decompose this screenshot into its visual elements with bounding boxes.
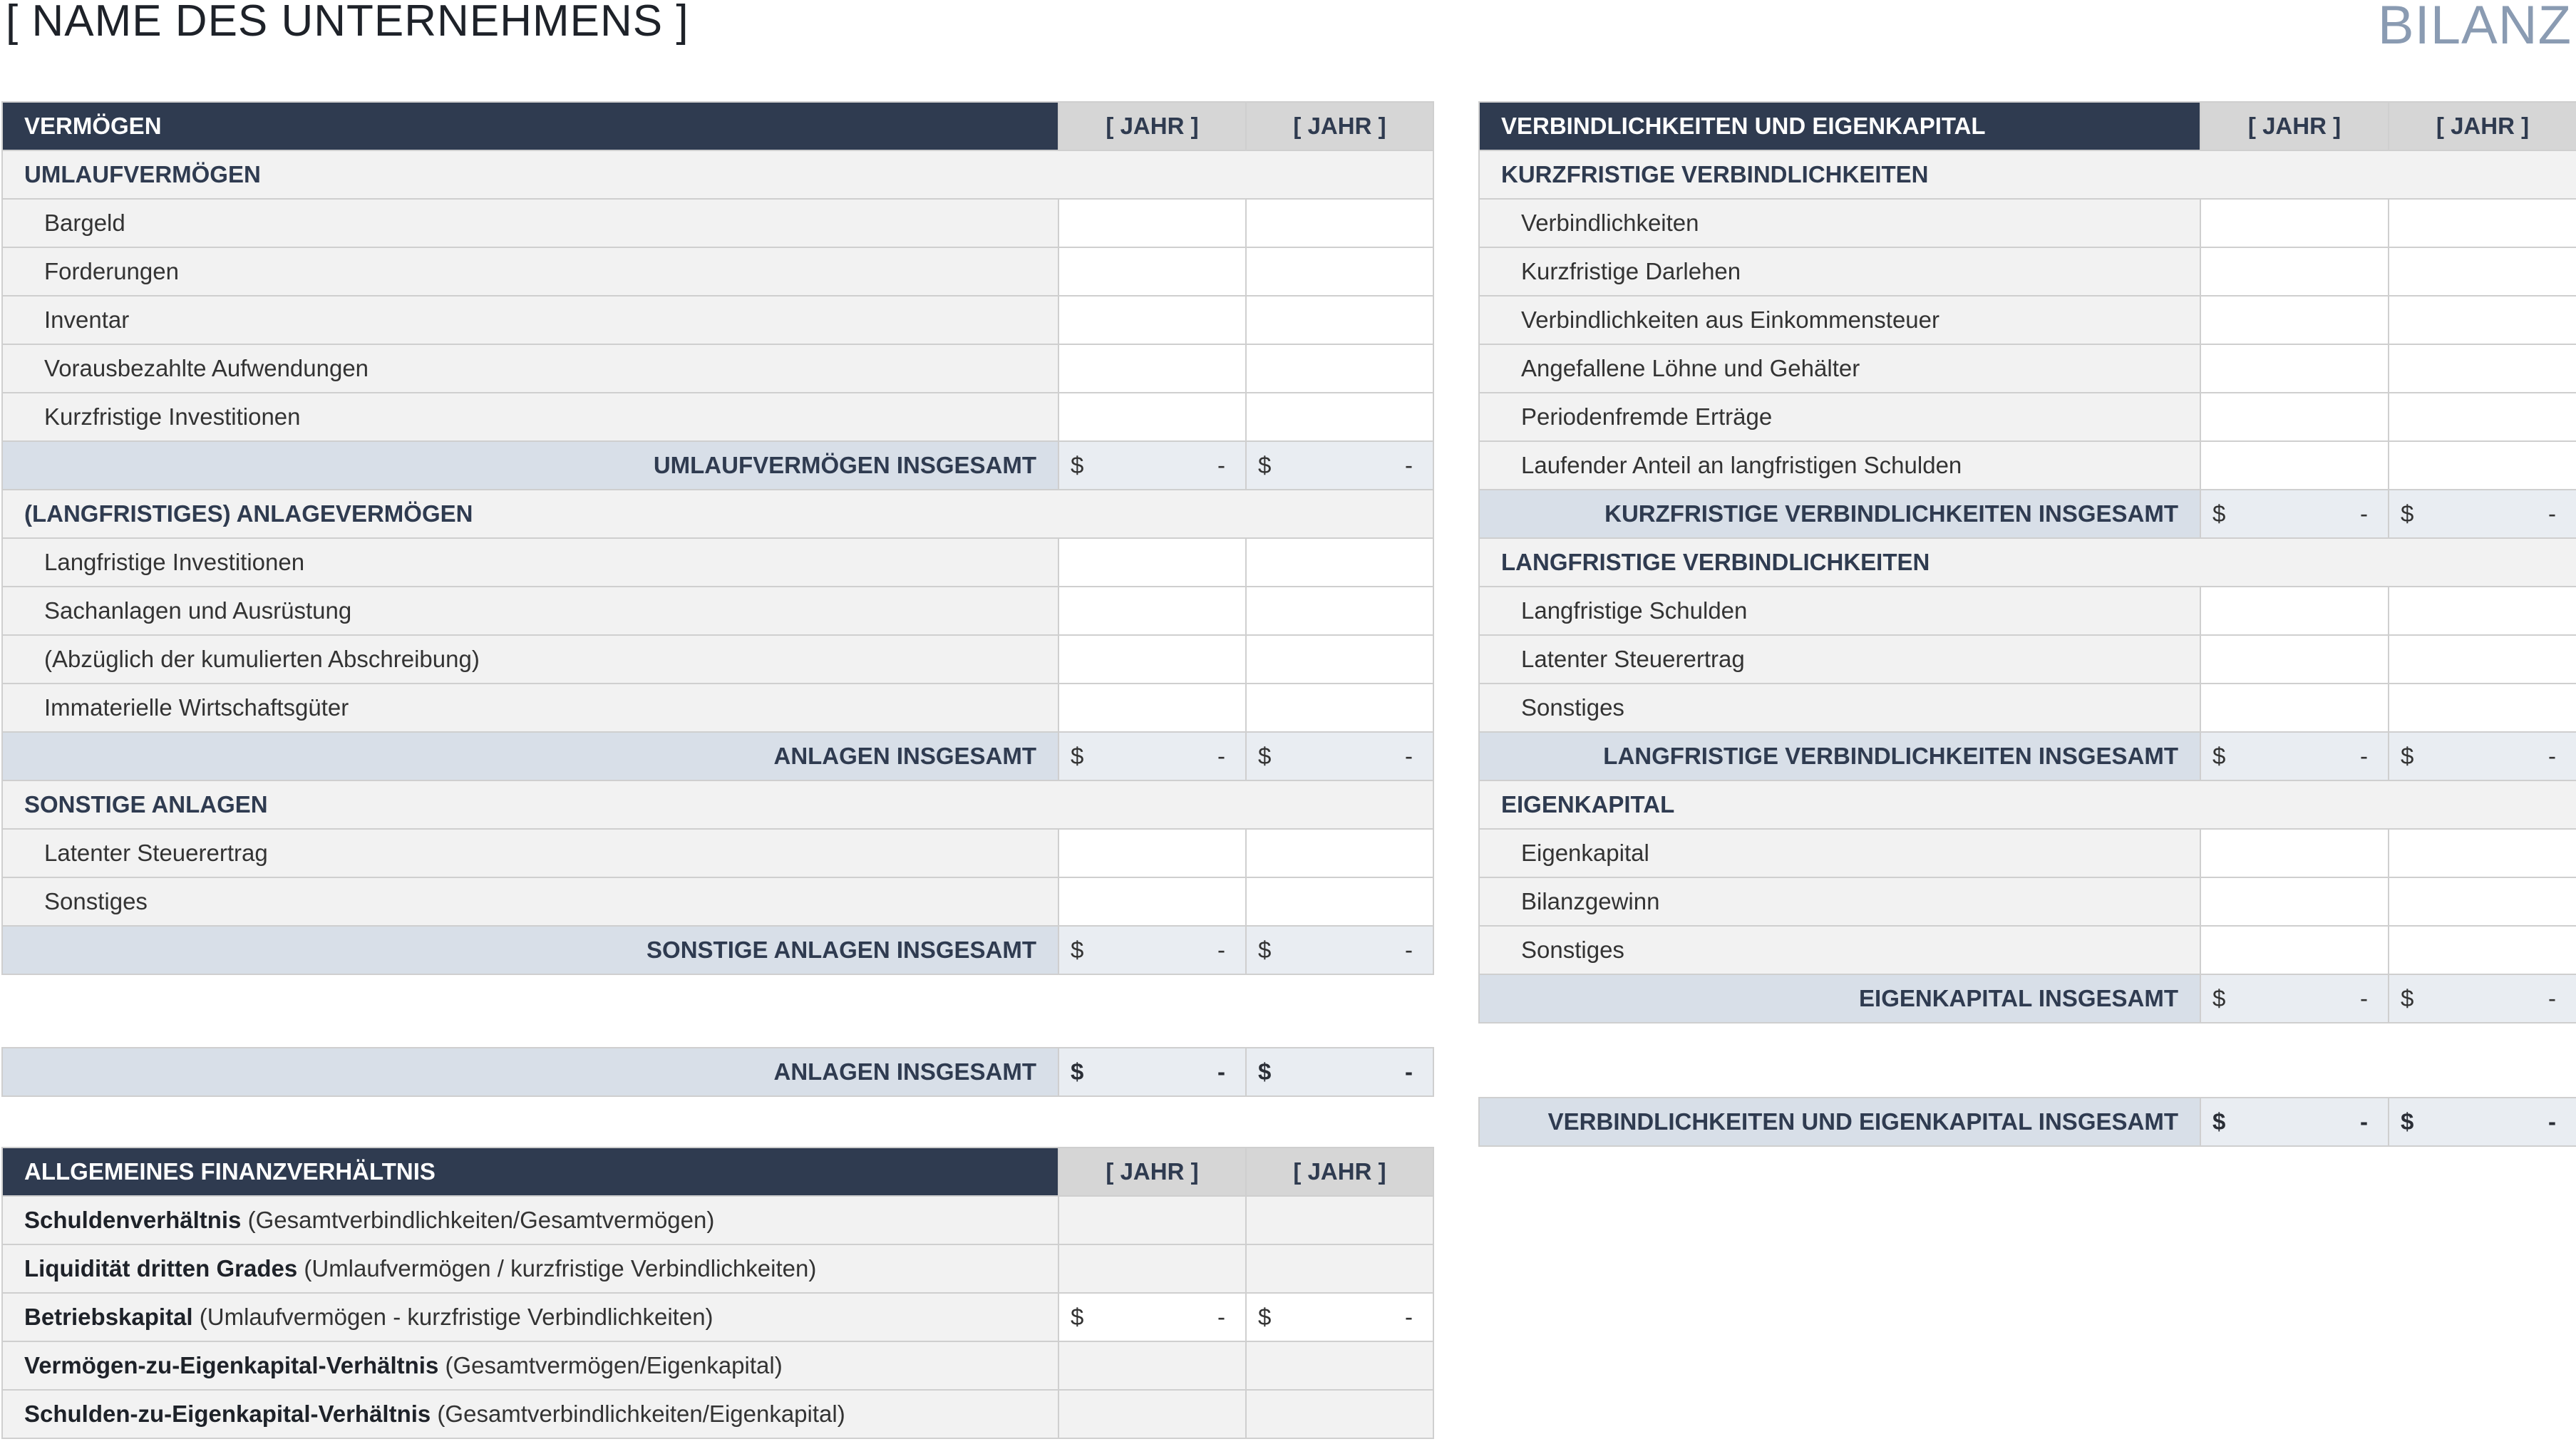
table-row bbox=[2, 829, 1433, 877]
amount-value: - bbox=[1217, 452, 1225, 478]
currency-symbol: $ bbox=[2212, 743, 2226, 769]
subtotal-value-year-1 bbox=[1058, 732, 1246, 780]
current-assets-section bbox=[2, 150, 1433, 199]
ratios-header-row bbox=[2, 1148, 1433, 1196]
liabilities-year-2[interactable]: [ JAHR ] bbox=[2389, 102, 2576, 150]
value-cell-year-2[interactable] bbox=[2389, 587, 2576, 635]
value-cell-year-2[interactable] bbox=[1246, 344, 1433, 393]
ratio-formula: (Gesamtverbindlichkeiten/Eigenkapital) bbox=[431, 1401, 845, 1427]
currency-symbol: $ bbox=[1071, 1058, 1084, 1085]
grand-total-value-year-2 bbox=[1246, 1048, 1433, 1096]
value-cell-year-1[interactable] bbox=[1058, 587, 1246, 635]
subtotal-row bbox=[2, 732, 1433, 780]
row-label: Angefallene Löhne und Gehälter bbox=[1479, 344, 2200, 393]
ratios-year-1[interactable]: [ JAHR ] bbox=[1058, 1148, 1246, 1196]
value-cell-year-2[interactable] bbox=[1246, 296, 1433, 344]
subtotal-row bbox=[1479, 732, 2576, 780]
company-name: [ NAME DES UNTERNEHMENS ] bbox=[6, 0, 689, 46]
liabilities-header-row bbox=[1479, 102, 2576, 150]
table-row bbox=[2, 587, 1433, 635]
value-cell-year-2[interactable] bbox=[1246, 247, 1433, 296]
longterm-liabilities-section bbox=[1479, 538, 2576, 587]
value-cell-year-2[interactable] bbox=[2389, 393, 2576, 441]
amount-value: - bbox=[2548, 1108, 2556, 1135]
subtotal-row bbox=[1479, 974, 2576, 1023]
currency-symbol: $ bbox=[1071, 452, 1084, 478]
value-cell-year-2[interactable] bbox=[1246, 538, 1433, 587]
table-row bbox=[2, 296, 1433, 344]
ratio-row bbox=[2, 1196, 1433, 1244]
currency-symbol: $ bbox=[2401, 500, 2414, 527]
currency-symbol: $ bbox=[2212, 1108, 2226, 1135]
row-label: Verbindlichkeiten aus Einkommensteuer bbox=[1479, 296, 2200, 344]
value-cell-year-2[interactable] bbox=[2389, 926, 2576, 974]
ratio-value-year-2[interactable] bbox=[1246, 1196, 1433, 1244]
liabilities-table bbox=[1478, 101, 2576, 1023]
ratio-row bbox=[2, 1244, 1433, 1293]
currency-symbol: $ bbox=[1071, 743, 1084, 769]
amount-value: - bbox=[2360, 1108, 2368, 1135]
row-label: Sonstiges bbox=[1479, 684, 2200, 732]
value-cell-year-1[interactable] bbox=[1058, 199, 1246, 247]
currency-symbol: $ bbox=[2212, 985, 2226, 1011]
amount-value: - bbox=[2548, 985, 2556, 1011]
section-title: KURZFRISTIGE VERBINDLICHKEITEN bbox=[1479, 150, 2576, 199]
section-title: EIGENKAPITAL bbox=[1479, 780, 2576, 829]
value-cell-year-1[interactable] bbox=[2200, 344, 2389, 393]
subtotal-row bbox=[2, 926, 1433, 974]
ratio-value-year-1[interactable] bbox=[1058, 1293, 1246, 1341]
value-cell-year-1[interactable] bbox=[1058, 344, 1246, 393]
table-row bbox=[1479, 344, 2576, 393]
value-cell-year-2[interactable] bbox=[1246, 587, 1433, 635]
ratio-formula: (Umlaufvermögen / kurzfristige Verbindlichkeiten) bbox=[297, 1255, 817, 1282]
row-label: Immaterielle Wirtschaftsgüter bbox=[2, 684, 1058, 732]
table-row bbox=[1479, 587, 2576, 635]
assets-header-row bbox=[2, 102, 1433, 150]
equity-section bbox=[1479, 780, 2576, 829]
ratio-name: Betriebskapital bbox=[24, 1304, 193, 1330]
row-label: Bargeld bbox=[2, 199, 1058, 247]
value-cell-year-1[interactable] bbox=[2200, 877, 2389, 926]
ratios-table bbox=[1, 1147, 1434, 1439]
row-label: Latenter Steuerertrag bbox=[2, 829, 1058, 877]
table-row bbox=[2, 199, 1433, 247]
amount-value: - bbox=[1217, 1058, 1225, 1085]
table-row bbox=[2, 393, 1433, 441]
assets-total-table bbox=[1, 1047, 1434, 1097]
amount-value: - bbox=[2360, 743, 2368, 769]
currency-symbol: $ bbox=[1071, 937, 1084, 963]
ratio-row bbox=[2, 1390, 1433, 1438]
value-cell-year-1[interactable] bbox=[1058, 877, 1246, 926]
value-cell-year-1[interactable] bbox=[2200, 247, 2389, 296]
ratio-name: Vermögen-zu-Eigenkapital-Verhältnis bbox=[24, 1352, 439, 1378]
currency-symbol: $ bbox=[2401, 743, 2414, 769]
table-row bbox=[2, 684, 1433, 732]
subtotal-value-year-2 bbox=[2389, 490, 2576, 538]
currency-symbol: $ bbox=[1258, 937, 1272, 963]
row-label: Latenter Steuerertrag bbox=[1479, 635, 2200, 684]
grand-total-row bbox=[2, 1048, 1433, 1096]
subtotal-value-year-1 bbox=[1058, 926, 1246, 974]
ratio-value-year-2[interactable] bbox=[1246, 1293, 1433, 1341]
subtotal-row bbox=[1479, 490, 2576, 538]
assets-year-2[interactable]: [ JAHR ] bbox=[1246, 102, 1433, 150]
amount-value: - bbox=[1217, 937, 1225, 963]
table-row bbox=[1479, 877, 2576, 926]
value-cell-year-2[interactable] bbox=[1246, 393, 1433, 441]
subtotal-label: UMLAUFVERMÖGEN INSGESAMT bbox=[2, 441, 1058, 490]
amount-value: - bbox=[2360, 985, 2368, 1011]
amount-value: - bbox=[1217, 743, 1225, 769]
table-row bbox=[1479, 926, 2576, 974]
row-label: (Abzüglich der kumulierten Abschreibung) bbox=[2, 635, 1058, 684]
value-cell-year-1[interactable] bbox=[1058, 829, 1246, 877]
value-cell-year-1[interactable] bbox=[1058, 635, 1246, 684]
ratio-formula: (Umlaufvermögen - kurzfristige Verbindlichkeiten) bbox=[192, 1304, 713, 1330]
ratio-name: Liquidität dritten Grades bbox=[24, 1255, 298, 1282]
subtotal-value-year-2 bbox=[1246, 732, 1433, 780]
row-label: Kurzfristige Darlehen bbox=[1479, 247, 2200, 296]
amount-value: - bbox=[1405, 743, 1413, 769]
row-label: Forderungen bbox=[2, 247, 1058, 296]
subtotal-value-year-2 bbox=[1246, 926, 1433, 974]
subtotal-label: SONSTIGE ANLAGEN INSGESAMT bbox=[2, 926, 1058, 974]
value-cell-year-2[interactable] bbox=[2389, 296, 2576, 344]
value-cell-year-2[interactable] bbox=[1246, 684, 1433, 732]
value-cell-year-1[interactable] bbox=[2200, 587, 2389, 635]
amount-value: - bbox=[1405, 937, 1413, 963]
grand-total-value-year-2 bbox=[2389, 1098, 2576, 1146]
value-cell-year-2[interactable] bbox=[1246, 199, 1433, 247]
amount-value: - bbox=[2548, 743, 2556, 769]
value-cell-year-2[interactable] bbox=[1246, 635, 1433, 684]
value-cell-year-1[interactable] bbox=[2200, 684, 2389, 732]
other-assets-section bbox=[2, 780, 1433, 829]
value-cell-year-1[interactable] bbox=[2200, 393, 2389, 441]
table-row bbox=[2, 538, 1433, 587]
value-cell-year-2[interactable] bbox=[2389, 247, 2576, 296]
grand-total-label: VERBINDLICHKEITEN UND EIGENKAPITAL INSGESAMT bbox=[1479, 1098, 2200, 1146]
ratio-value-year-1[interactable] bbox=[1058, 1390, 1246, 1438]
subtotal-label: KURZFRISTIGE VERBINDLICHKEITEN INSGESAMT bbox=[1479, 490, 2200, 538]
table-row bbox=[1479, 441, 2576, 490]
row-label: Periodenfremde Erträge bbox=[1479, 393, 2200, 441]
value-cell-year-2[interactable] bbox=[2389, 635, 2576, 684]
currency-symbol: $ bbox=[1258, 1058, 1272, 1085]
subtotal-value-year-2 bbox=[2389, 732, 2576, 780]
value-cell-year-2[interactable] bbox=[2389, 441, 2576, 490]
row-label: Vorausbezahlte Aufwendungen bbox=[2, 344, 1058, 393]
value-cell-year-2[interactable] bbox=[2389, 199, 2576, 247]
row-label: Kurzfristige Investitionen bbox=[2, 393, 1058, 441]
table-row bbox=[1479, 829, 2576, 877]
value-cell-year-1[interactable] bbox=[1058, 296, 1246, 344]
row-label: Langfristige Investitionen bbox=[2, 538, 1058, 587]
value-cell-year-1[interactable] bbox=[2200, 199, 2389, 247]
currency-symbol: $ bbox=[2401, 985, 2414, 1011]
value-cell-year-1[interactable] bbox=[2200, 441, 2389, 490]
ratio-value-year-1[interactable] bbox=[1058, 1196, 1246, 1244]
ratio-value-year-2[interactable] bbox=[1246, 1244, 1433, 1293]
row-label: Verbindlichkeiten bbox=[1479, 199, 2200, 247]
ratio-name: Schulden-zu-Eigenkapital-Verhältnis bbox=[24, 1401, 431, 1427]
assets-year-1[interactable]: [ JAHR ] bbox=[1058, 102, 1246, 150]
subtotal-row bbox=[2, 441, 1433, 490]
currency-symbol: $ bbox=[1258, 743, 1272, 769]
currency-symbol: $ bbox=[1258, 452, 1272, 478]
section-title: (LANGFRISTIGES) ANLAGEVERMÖGEN bbox=[2, 490, 1433, 538]
amount-value: - bbox=[1405, 1304, 1413, 1330]
section-title: LANGFRISTIGE VERBINDLICHKEITEN bbox=[1479, 538, 2576, 587]
table-row bbox=[1479, 393, 2576, 441]
value-cell-year-2[interactable] bbox=[2389, 829, 2576, 877]
value-cell-year-2[interactable] bbox=[1246, 829, 1433, 877]
subtotal-label: LANGFRISTIGE VERBINDLICHKEITEN INSGESAMT bbox=[1479, 732, 2200, 780]
grand-total-value-year-1 bbox=[1058, 1048, 1246, 1096]
amount-value: - bbox=[1405, 452, 1413, 478]
row-label: Eigenkapital bbox=[1479, 829, 2200, 877]
grand-total-value-year-1 bbox=[2200, 1098, 2389, 1146]
row-label: Inventar bbox=[2, 296, 1058, 344]
subtotal-value-year-2 bbox=[2389, 974, 2576, 1023]
value-cell-year-1[interactable] bbox=[2200, 296, 2389, 344]
row-label: Langfristige Schulden bbox=[1479, 587, 2200, 635]
ratio-value-year-2[interactable] bbox=[1246, 1390, 1433, 1438]
value-cell-year-2[interactable] bbox=[1246, 877, 1433, 926]
table-row bbox=[1479, 199, 2576, 247]
amount-value: - bbox=[1405, 1058, 1413, 1085]
table-row bbox=[2, 635, 1433, 684]
subtotal-value-year-1 bbox=[2200, 490, 2389, 538]
currency-symbol: $ bbox=[2212, 500, 2226, 527]
ratio-label bbox=[2, 1341, 1058, 1390]
ratio-row bbox=[2, 1341, 1433, 1390]
row-label: Laufender Anteil an langfristigen Schulden bbox=[1479, 441, 2200, 490]
ratio-label bbox=[2, 1390, 1058, 1438]
table-row bbox=[1479, 684, 2576, 732]
ratios-title: ALLGEMEINES FINANZVERHÄLTNIS bbox=[2, 1148, 1058, 1196]
currency-symbol: $ bbox=[2401, 1108, 2414, 1135]
table-row bbox=[2, 877, 1433, 926]
currency-symbol: $ bbox=[1258, 1304, 1272, 1330]
value-cell-year-1[interactable] bbox=[1058, 538, 1246, 587]
subtotal-value-year-1 bbox=[2200, 732, 2389, 780]
ratio-formula: (Gesamtverbindlichkeiten/Gesamtvermögen) bbox=[241, 1207, 715, 1233]
document-title: BILANZ bbox=[2377, 0, 2572, 56]
fixed-assets-section bbox=[2, 490, 1433, 538]
subtotal-value-year-1 bbox=[1058, 441, 1246, 490]
ratio-label bbox=[2, 1244, 1058, 1293]
value-cell-year-2[interactable] bbox=[2389, 684, 2576, 732]
row-label: Sachanlagen und Ausrüstung bbox=[2, 587, 1058, 635]
ratio-value-year-1[interactable] bbox=[1058, 1244, 1246, 1293]
amount-value: - bbox=[1217, 1304, 1225, 1330]
grand-total-row bbox=[1479, 1098, 2576, 1146]
subtotal-label: ANLAGEN INSGESAMT bbox=[2, 732, 1058, 780]
value-cell-year-1[interactable] bbox=[1058, 684, 1246, 732]
ratios-year-2[interactable]: [ JAHR ] bbox=[1246, 1148, 1433, 1196]
table-row bbox=[1479, 247, 2576, 296]
row-label: Sonstiges bbox=[2, 877, 1058, 926]
ratio-formula: (Gesamtvermögen/Eigenkapital) bbox=[438, 1352, 783, 1378]
current-liabilities-section bbox=[1479, 150, 2576, 199]
value-cell-year-2[interactable] bbox=[2389, 877, 2576, 926]
liabilities-year-1[interactable]: [ JAHR ] bbox=[2200, 102, 2389, 150]
ratio-label bbox=[2, 1196, 1058, 1244]
amount-value: - bbox=[2548, 500, 2556, 527]
value-cell-year-1[interactable] bbox=[1058, 393, 1246, 441]
table-row bbox=[1479, 296, 2576, 344]
subtotal-value-year-1 bbox=[2200, 974, 2389, 1023]
subtotal-value-year-2 bbox=[1246, 441, 1433, 490]
ratio-value-year-2[interactable] bbox=[1246, 1341, 1433, 1390]
currency-symbol: $ bbox=[1071, 1304, 1084, 1330]
assets-title: VERMÖGEN bbox=[2, 102, 1058, 150]
ratio-name: Schuldenverhältnis bbox=[24, 1207, 242, 1233]
value-cell-year-1[interactable] bbox=[2200, 926, 2389, 974]
table-row bbox=[1479, 635, 2576, 684]
section-title: SONSTIGE ANLAGEN bbox=[2, 780, 1433, 829]
row-label: Bilanzgewinn bbox=[1479, 877, 2200, 926]
table-row bbox=[2, 344, 1433, 393]
value-cell-year-1[interactable] bbox=[2200, 829, 2389, 877]
ratio-value-year-1[interactable] bbox=[1058, 1341, 1246, 1390]
section-title: UMLAUFVERMÖGEN bbox=[2, 150, 1433, 199]
value-cell-year-1[interactable] bbox=[1058, 247, 1246, 296]
table-row bbox=[2, 247, 1433, 296]
row-label: Sonstiges bbox=[1479, 926, 2200, 974]
liabilities-title: VERBINDLICHKEITEN UND EIGENKAPITAL bbox=[1479, 102, 2200, 150]
liabilities-total-table bbox=[1478, 1097, 2576, 1147]
amount-value: - bbox=[2360, 500, 2368, 527]
ratio-label bbox=[2, 1293, 1058, 1341]
value-cell-year-2[interactable] bbox=[2389, 344, 2576, 393]
grand-total-label: ANLAGEN INSGESAMT bbox=[2, 1048, 1058, 1096]
subtotal-label: EIGENKAPITAL INSGESAMT bbox=[1479, 974, 2200, 1023]
ratio-row bbox=[2, 1293, 1433, 1341]
value-cell-year-1[interactable] bbox=[2200, 635, 2389, 684]
assets-table bbox=[1, 101, 1434, 975]
